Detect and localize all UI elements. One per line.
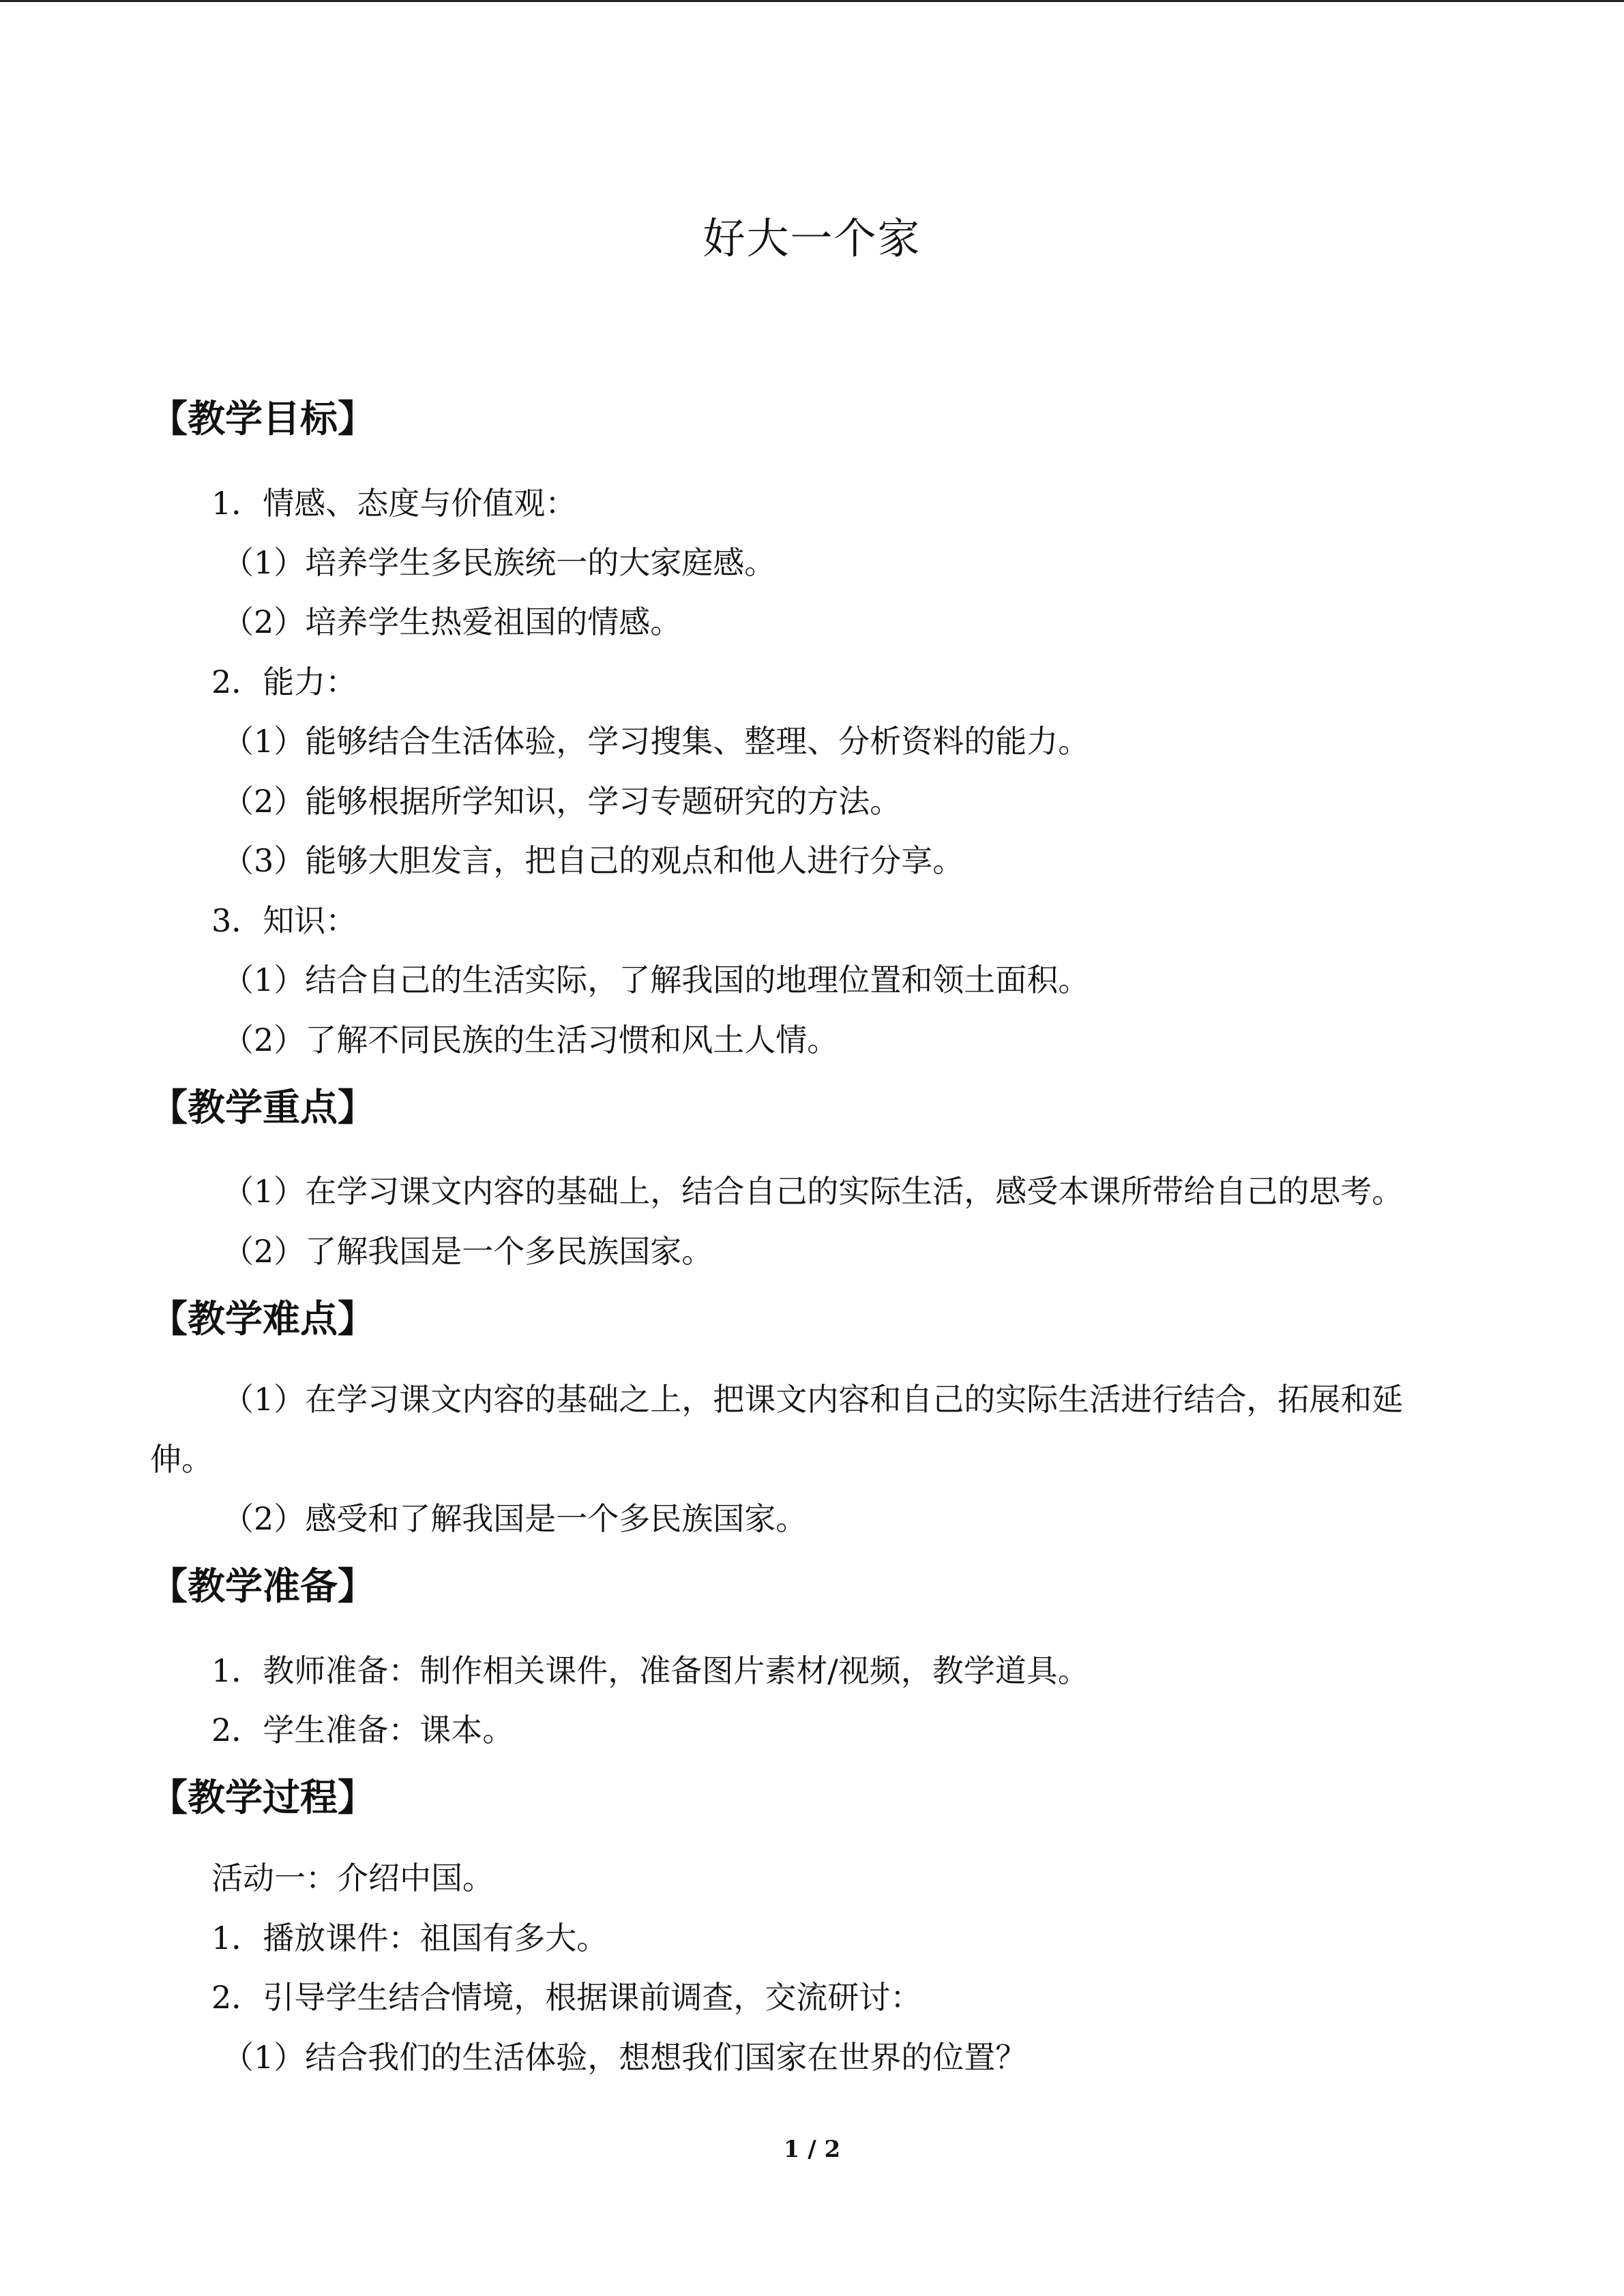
key-point-line: （1）在学习课文内容的基础上，结合自己的实际生活，感受本课所带给自己的思考。 — [222, 1173, 1404, 1210]
objective-line: 2．能力： — [211, 664, 357, 700]
objective-line: （1）结合自己的生活实际，了解我国的地理位置和领土面积。 — [222, 961, 1090, 998]
page-title: 好大一个家 — [703, 213, 921, 263]
objective-line: （1）培养学生多民族统一的大家庭感。 — [222, 544, 776, 581]
preparation-line: 1．教师准备：制作相关课件，准备图片素材/视频，教学道具。 — [211, 1652, 1089, 1689]
difficulty-line: （1）在学习课文内容的基础之上，把课文内容和自己的实际生活进行结合，拓展和延 — [222, 1381, 1404, 1418]
preparation-line: 2．学生准备：课本。 — [211, 1712, 514, 1748]
section-heading-process: 【教学过程】 — [150, 1776, 376, 1819]
process-line: 2．引导学生结合情境，根据课前调查，交流研讨： — [211, 1979, 922, 2016]
page-number: 1 / 2 — [783, 2136, 841, 2163]
process-line: 活动一：介绍中国。 — [211, 1860, 494, 1896]
top-border-line — [0, 0, 1624, 2]
difficulty-line: 伸。 — [150, 1441, 213, 1478]
objective-line: 3．知识： — [211, 902, 357, 939]
section-heading-key-points: 【教学重点】 — [150, 1086, 376, 1129]
objective-line: （3）能够大胆发言，把自己的观点和他人进行分享。 — [222, 842, 964, 879]
process-line: 1．播放课件：祖国有多大。 — [211, 1920, 608, 1956]
section-heading-difficulties: 【教学难点】 — [150, 1297, 376, 1341]
objective-line: 1．情感、态度与价值观： — [211, 485, 577, 522]
key-point-line: （2）了解我国是一个多民族国家。 — [222, 1233, 713, 1270]
objective-line: （2）培养学生热爱祖国的情感。 — [222, 603, 682, 640]
objective-line: （1）能够结合生活体验，学习搜集、整理、分析资料的能力。 — [222, 723, 1090, 760]
section-heading-preparation: 【教学准备】 — [150, 1564, 376, 1608]
process-line: （1）结合我们的生活体验，想想我们国家在世界的位置？ — [222, 2039, 1027, 2076]
section-heading-objectives: 【教学目标】 — [150, 397, 376, 441]
objective-line: （2）能够根据所学知识，学习专题研究的方法。 — [222, 783, 902, 820]
difficulty-line: （2）感受和了解我国是一个多民族国家。 — [222, 1500, 808, 1537]
objective-line: （2）了解不同民族的生活习惯和风土人情。 — [222, 1022, 839, 1058]
